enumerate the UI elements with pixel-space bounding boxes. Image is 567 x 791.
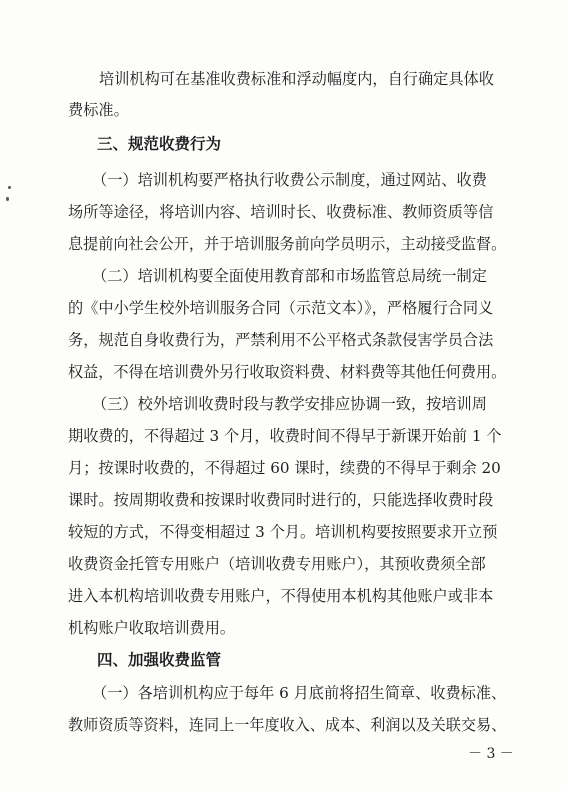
scan-speck [6,197,9,201]
page-number: － 3 － [468,746,514,762]
paragraph-line: 场所等途径，将培训内容、培训时长、收费标准、教师资质等信 [68,203,494,221]
paragraph-line: （一）各培训机构应于每年 6 月底前将招生简章、收费标准、 [92,684,507,702]
section-heading: 三、规范收费行为 [97,135,222,153]
paragraph-line: （三）校外培训收费时段与教学安排应协调一致，按培训周 [92,395,487,413]
scan-speck [8,186,11,189]
paragraph-line: 期收费的，不得超过 3 个月，收费时间不得早于新课开始前 1 个 [68,427,502,445]
paragraph-line: 较短的方式，不得变相超过 3 个月。培训机构要按照要求开立预 [68,523,498,541]
paragraph-line: 教师资质等资料，连同上一年度收入、成本、利润以及关联交易、 [68,716,507,734]
paragraph-line: （一）培训机构要严格执行收费公示制度，通过网站、收费 [92,171,487,189]
paragraph-line: 月；按课时收费的，不得超过 60 课时，续费的不得早于剩余 20 [68,459,501,477]
paragraph-line: 费标准。 [68,101,129,119]
section-heading: 四、加强收费监管 [97,651,222,669]
paragraph-line: 的《中小学生校外培训服务合同（示范文本）》，严格履行合同义 [68,299,494,317]
paragraph-line: 课时。按周期收费和按课时收费同时进行的，只能选择收费时段 [68,491,494,509]
paragraph-line: 权益，不得在培训费外另行收取资料费、材料费等其他任何费用。 [68,363,507,381]
paragraph-line: 收费资金托管专用账户（培训收费专用账户），其预收费须全部 [68,555,486,573]
paragraph-line: 培训机构可在基准收费标准和浮动幅度内，自行确定具体收 [99,70,494,88]
paragraph-line: 息提前向社会公开，并于培训服务前向学员明示，主动接受监督。 [68,235,507,253]
paragraph-line: 务，规范自身收费行为，严禁利用不公平格式条款侵害学员合法 [68,331,494,349]
paragraph-line: 机构账户收取培训费用。 [68,619,236,637]
paragraph-line: 进入本机构培训收费专用账户，不得使用本机构其他账户或非本 [68,587,494,605]
paragraph-line: （二）培训机构要全面使用教育部和市场监管总局统一制定 [92,267,487,285]
